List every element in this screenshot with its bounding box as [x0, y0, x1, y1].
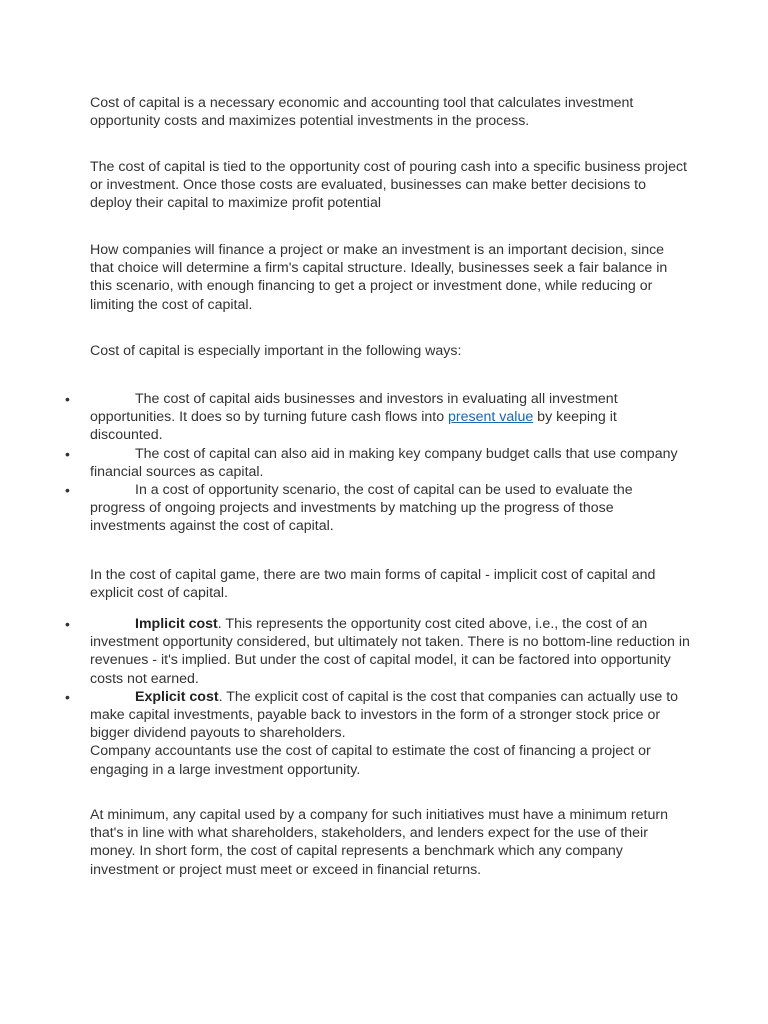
- forms-of-capital-paragraph: In the cost of capital game, there are two main forms of capital - implicit cost of capital and explicit cost of capital.: [90, 567, 656, 602]
- explicit-cost-term: Explicit cost: [135, 688, 219, 705]
- financing-paragraph: How companies will finance a project or make an investment is an important decision, since that choice will determine a firm's capital structure. Ideally, businesses seek a fair balance in this scenario, with enough financing to get a project or investment done, while reducing or limiting the cost of capital.: [90, 242, 668, 313]
- list-item-text: The cost of capital aids businesses and investors in evaluating all investment opportunities. It does so by turning future cash flows into: [90, 391, 618, 426]
- list-item-text: . The explicit cost of capital is the cost that companies can actually use to make capital investments, payable back to investors in the form of a stronger stock price or bigger dividend payouts to shareholders.: [90, 688, 679, 742]
- implicit-cost-term: Implicit cost: [135, 616, 218, 632]
- bullet-icon: •: [65, 688, 70, 705]
- list-item-text: by keeping it discounted.: [90, 409, 617, 444]
- list-item: [65, 688, 690, 779]
- importance-intro-paragraph: Cost of capital is especially important in the following ways:: [90, 343, 462, 359]
- bullet-icon: •: [65, 616, 70, 632]
- bullet-icon: •: [65, 482, 70, 499]
- list-item: [65, 481, 690, 536]
- list-item-text: The cost of capital can also aid in making key company budget calls that use company financial sources as capital.: [90, 445, 678, 480]
- list-item-text: In a cost of opportunity scenario, the cost of capital can be used to evaluate the progress of ongoing projects and investments by matching up the progress of those investments against the cost of capital.: [90, 482, 633, 535]
- forms-list: [65, 615, 690, 779]
- present-value-link[interactable]: present value: [448, 409, 534, 426]
- bullet-icon: •: [65, 445, 70, 462]
- list-item: [65, 445, 690, 481]
- importance-list: [65, 390, 690, 536]
- list-item: [65, 615, 690, 688]
- minimum-return-paragraph: At minimum, any capital used by a company for such initiatives must have a minimum return that's in line with what shareholders, stakeholders, and lenders expect for the use of their money. In short form, the cost of capital represents a benchmark which any company investment or project must meet or exceed in financial returns.: [90, 807, 668, 878]
- bullet-icon: •: [65, 391, 70, 407]
- intro-paragraph: Cost of capital is a necessary economic and accounting tool that calculates investment opportunity costs and maximizes potential investments in the process.: [90, 95, 634, 130]
- list-item: [65, 390, 690, 445]
- opportunity-cost-paragraph: The cost of capital is tied to the opportunity cost of pouring cash into a specific business project or investment. Once those costs are evaluated, businesses can make better decisions to deploy their capital to maximize profit potential: [90, 159, 687, 212]
- list-item-text: . This represents the opportunity cost cited above, i.e., the cost of an investment opportunity considered, but ultimately not taken. There is no bottom-line reduction in revenues - it's implied. But under the cost of capital model, it can be factored into opportunity costs not earned.: [90, 616, 690, 687]
- list-item-followup-text: Company accountants use the cost of capital to estimate the cost of financing a project or engaging in a large investment opportunity.: [90, 743, 651, 778]
